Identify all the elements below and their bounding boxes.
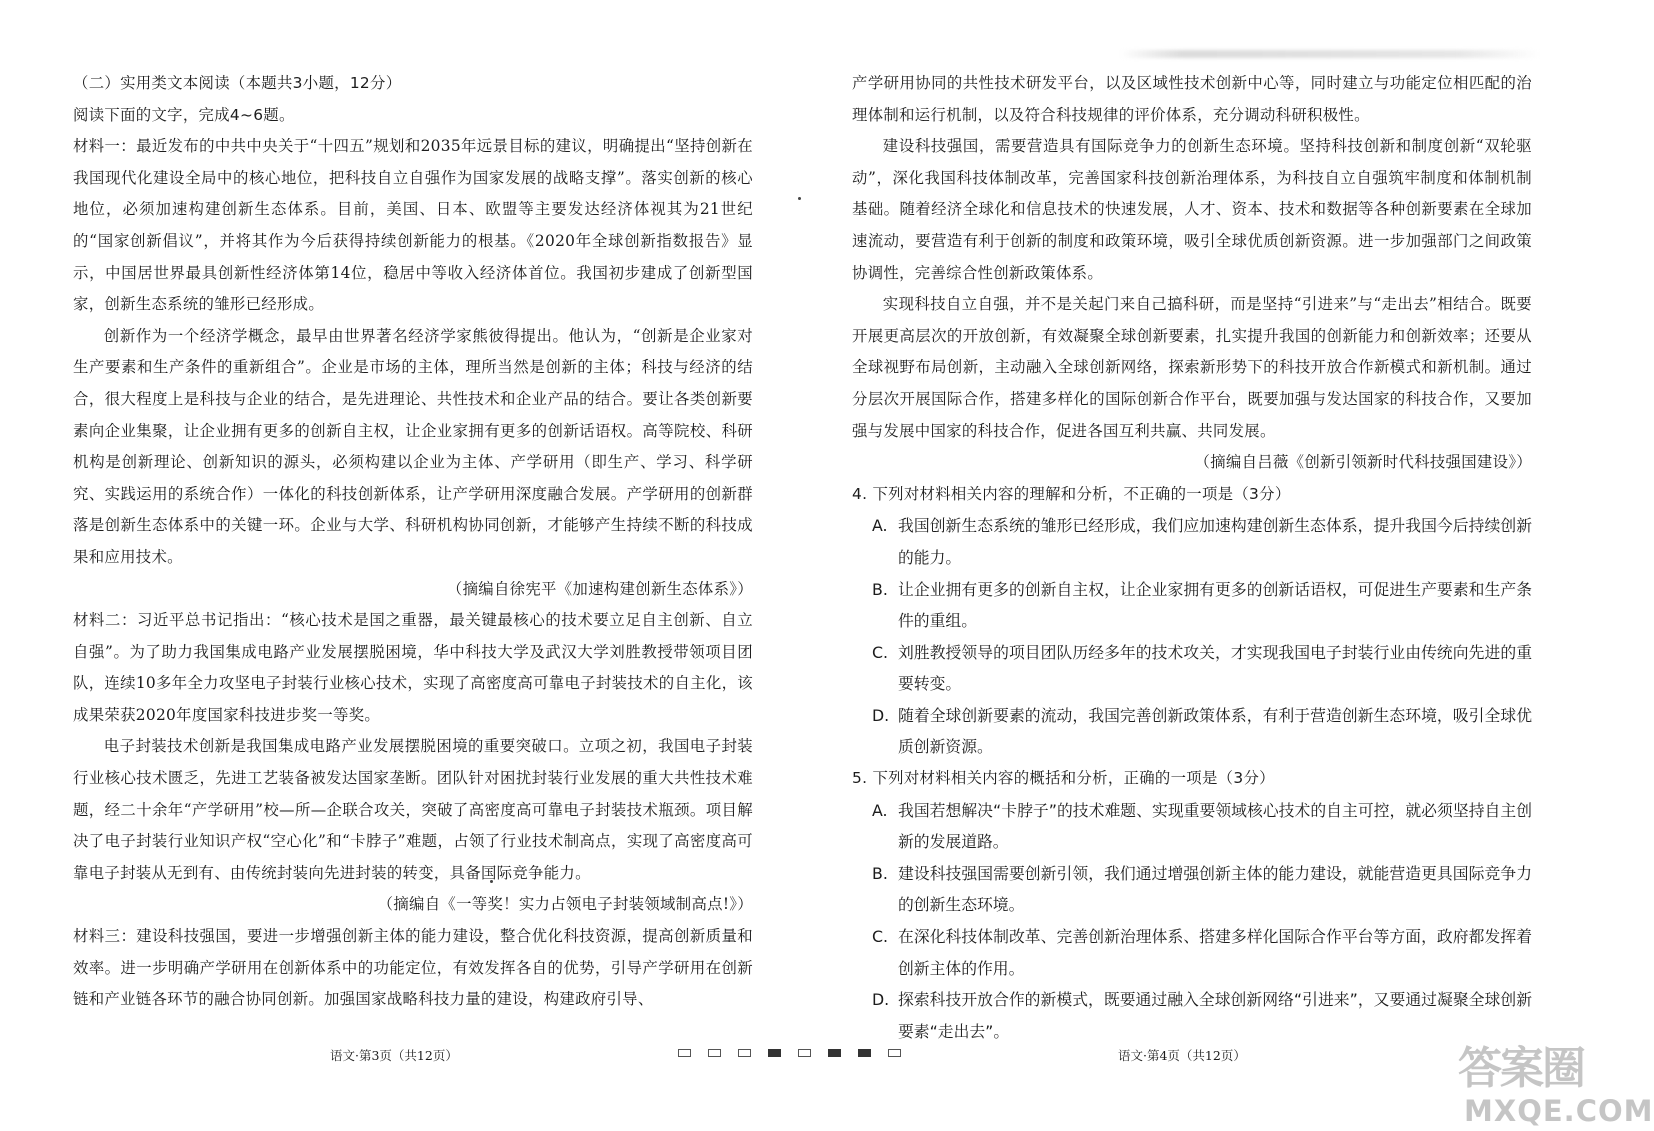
option-letter: D. [872, 705, 890, 725]
material-3-source: （摘编自吕薇《创新引领新时代科技强国建设》） [1194, 453, 1532, 472]
material-3-continuation: 产学研用协同的共性技术研发平台，以及区域性技术创新中心等，同时建立与功能定位相匹配的治理体制和运行机制，以及符合科技规律的评价体系，充分调动科研积极性。 [852, 74, 1532, 124]
question-4-stem: 4. 下列对材料相关内容的理解和分析，不正确的一项是（3分） [852, 484, 1291, 503]
watermark-logo-text: 答案圈 [1458, 1043, 1584, 1094]
material-2-paragraph-1: 材料二：习近平总书记指出：“核心技术是国之重器，最关键最核心的技术要立足自主创新、自立自强”。为了助力我国集成电路产业发展摆脱困境，华中科技大学及武汉大学刘胜教授带领项目团队，连续10多年全力攻坚电子封装行业核心技术，实现了高密度高可靠电子封装技术的自主化，该成果荣获2020年度国家科技进步奖一等奖。 [73, 611, 753, 724]
option-letter: C. [872, 927, 889, 947]
material-3-paragraph-2: 建设科技强国，需要营造具有国际竞争力的创新生态环境。坚持科技创新和制度创新“双轮驱动”，深化我国科技体制改革，完善国家科技创新治理体系，为科技自立自强筑牢制度和体制机制基础。随着经济全球化和信息技术的快速发展，人才、资本、技术和数据等各种创新要素在全球加速流动，要营造有利于创新的制度和政策环境，吸引全球优质创新资源。进一步加强部门之间政策协调性，完善综合性创新政策体系。 [852, 137, 1532, 282]
material-1-source: （摘编自徐宪平《加速构建创新生态体系》） [446, 579, 753, 598]
option-text: 建设科技强国需要创新引领，我们通过增强创新主体的能力建设，就能营造更具国际竞争力的创新生态环境。 [898, 863, 1532, 915]
option-text: 让企业拥有更多的创新自主权，让企业家拥有更多的创新话语权，可促进生产要素和生产条件的重组。 [898, 579, 1532, 631]
question-5-option-b [852, 858, 1532, 921]
option-letter: C. [872, 642, 889, 662]
marker-square-empty [678, 1049, 691, 1057]
option-text: 探索科技开放合作的新模式，既要通过融入全球创新网络“引进来”，又要通过凝聚全球创新要素“走出去”。 [898, 990, 1532, 1041]
scan-artifact [1120, 50, 1540, 58]
option-text: 随着全球创新要素的流动，我国完善创新政策体系，有利于营造创新生态环境，吸引全球优质创新资源。 [898, 705, 1532, 757]
option-text: 我国若想解决“卡脖子”的技术难题、实现重要领域核心技术的自主可控，就必须坚持自主创新的发展道路。 [898, 800, 1532, 852]
question-4-option-a [852, 510, 1532, 573]
watermark-logo [1450, 1043, 1654, 1131]
page-marker-squares [678, 1049, 901, 1057]
material-3-paragraph-1: 材料三：建设科技强国，要进一步增强创新主体的能力建设，整合优化科技资源，提高创新质量和效率。进一步明确产学研用在创新体系中的功能定位，有效发挥各自的优势，引导产学研用在创新链和产业链各环节的融合协同创新。加强国家战略科技力量的建设，构建政府引导、 [73, 927, 753, 1009]
question-4 [852, 479, 1532, 763]
right-page-footer: 语文·第4页（共12页） [1118, 1048, 1246, 1063]
question-4-option-d [852, 700, 1532, 763]
option-letter: A. [872, 800, 888, 820]
material-2-source: （摘编自《一等奖！实力占领电子封装领域制高点!》） [377, 895, 753, 914]
option-letter: D. [872, 990, 890, 1010]
option-letter: B. [872, 863, 888, 883]
question-5 [852, 763, 1532, 1047]
left-page [73, 68, 753, 1016]
watermark-domain: MXQE.COM [1464, 1094, 1654, 1128]
material-2-paragraph-2: 电子封装技术创新是我国集成电路产业发展摆脱困境的重要突破口。立项之初，我国电子封装行业核心技术匮乏，先进工艺装备被发达国家垄断。团队针对困扰封装行业发展的重大共性技术难题，经二十余年“产学研用”校—所—企联合攻关，突破了高密度高可靠电子封装技术瓶颈。项目解决了电子封装行业知识产权“空心化”和“卡脖子”难题，占领了行业技术制高点，实现了高密度高可靠电子封装从无到有、由传统封装向先进封装的转变，具备国际竞争能力。 [73, 737, 753, 882]
section-title: （二）实用类文本阅读（本题共3小题，12分） [73, 74, 402, 92]
marker-square-empty [708, 1049, 721, 1057]
option-letter: B. [872, 579, 888, 599]
option-letter: A. [872, 516, 888, 536]
material-1-paragraph-1: 材料一：最近发布的中共中央关于“十四五”规划和2035年远景目标的建议，明确提出“坚持创新在我国现代化建设全局中的核心地位，把科技自立自强作为国家发展的战略支撑”。落实创新的核心地位，必须加速构建创新生态体系。目前，美国、日本、欧盟等主要发达经济体视其为21世纪的“国家创新倡议”，并将其作为今后获得持续创新能力的根基。《2020年全球创新指数报告》显示，中国居世界最具创新性经济体第14位，稳居中等收入经济体首位。我国初步建成了创新型国家，创新生态系统的雏形已经形成。 [73, 137, 753, 314]
material-1-paragraph-2: 创新作为一个经济学概念，最早由世界著名经济学家熊彼得提出。他认为，“创新是企业家对生产要素和生产条件的重新组合”。企业是市场的主体，理所当然是创新的主体；科技与经济的结合，很大程度上是科技与企业的结合，是先进理论、共性技术和企业产品的结合。要让各类创新要素向企业集聚，让企业拥有更多的创新自主权，让企业家拥有更多的创新话语权。高等院校、科研机构是创新理论、创新知识的源头，必须构建以企业为主体、产学研用（即生产、学习、科学研究、实践运用的系统合作）一体化的科技创新体系，让产学研用深度融合发展。产学研用的创新群落是创新生态体系中的关键一环。企业与大学、科研机构协同创新，才能够产生持续不断的科技成果和应用技术。 [73, 326, 753, 566]
question-5-option-a [852, 795, 1532, 858]
question-5-option-c [852, 921, 1532, 984]
material-3-paragraph-3: 实现科技自立自强，并不是关起门来自己搞科研，而是坚持“引进来”与“走出去”相结合。既要开展更高层次的开放创新，有效凝聚全球创新要素，扎实提升我国的创新能力和创新效率；还要从全球视野布局创新，主动融入全球创新网络，探索新形势下的科技开放合作新模式和新机制。通过分层次开展国际合作，搭建多样化的国际创新合作平台，既要加强与发达国家的科技合作，又要加强与发展中国家的科技合作，促进各国互利共赢、共同发展。 [852, 295, 1532, 440]
marker-square-empty [738, 1049, 751, 1057]
question-5-stem: 5. 下列对材料相关内容的概括和分析，正确的一项是（3分） [852, 769, 1275, 788]
marker-square-filled [828, 1049, 841, 1057]
option-text: 我国创新生态系统的雏形已经形成，我们应加速构建创新生态体系，提升我国今后持续创新的能力。 [898, 516, 1532, 567]
marker-square-filled [858, 1049, 871, 1057]
marker-square-empty [798, 1049, 811, 1057]
marker-square-empty [888, 1049, 901, 1057]
right-page [852, 68, 1532, 1047]
question-4-option-b [852, 574, 1532, 637]
marker-square-filled [768, 1049, 781, 1057]
scan-speck [798, 197, 801, 200]
question-4-option-c [852, 637, 1532, 700]
question-5-option-d [852, 984, 1532, 1047]
instruction: 阅读下面的文字，完成4~6题。 [73, 105, 295, 124]
left-page-footer: 语文·第3页（共12页） [330, 1048, 458, 1063]
option-text: 在深化科技体制改革、完善创新治理体系、搭建多样化国际合作平台等方面，政府都发挥着创新主体的作用。 [898, 927, 1532, 978]
option-text: 刘胜教授领导的项目团队历经多年的技术攻关，才实现我国电子封装行业由传统向先进的重要转变。 [898, 642, 1532, 694]
